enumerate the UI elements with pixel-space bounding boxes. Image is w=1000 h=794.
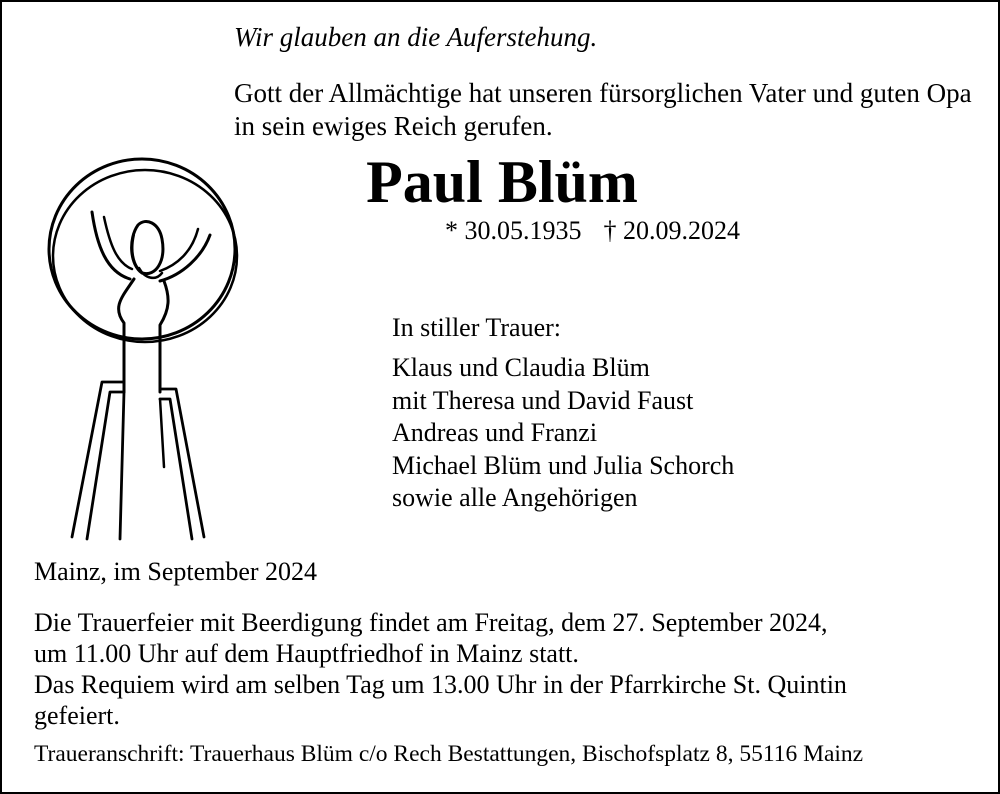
death-date: † 20.09.2024	[603, 216, 740, 245]
service-line: Das Requiem wird am selben Tag um 13.00 Uhr in der Pfarrkirche St. Quintin	[34, 670, 847, 699]
mourners-heading: In stiller Trauer:	[392, 313, 561, 342]
mourner-line: Klaus und Claudia Blüm	[392, 353, 650, 382]
life-dates	[445, 218, 740, 244]
mourner-line: sowie alle Angehörigen	[392, 483, 638, 512]
service-line: Die Trauerfeier mit Beerdigung findet am Freitag, dem 27. September 2024,	[34, 608, 828, 637]
intro-text: Gott der Allmächtige hat unseren fürsorglichen Vater und guten Opa in sein ewiges Reich gerufen.	[234, 78, 972, 141]
place-date: Mainz, im September 2024	[34, 557, 318, 586]
service-line: um 11.00 Uhr auf dem Hauptfriedhof in Mainz statt.	[34, 639, 579, 668]
mourner-line: Andreas und Franzi	[392, 418, 598, 447]
mourning-address: Traueranschrift: Trauerhaus Blüm c/o Rech Bestattungen, Bischofsplatz 8, 55116 Mainz	[34, 741, 864, 767]
mourner-line: Michael Blüm und Julia Schorch	[392, 450, 735, 480]
service-info	[34, 607, 847, 731]
motto: Wir glauben an die Auferstehung.	[234, 22, 598, 52]
birth-date: * 30.05.1935	[445, 216, 582, 245]
mourners-list	[392, 352, 734, 515]
mourner-line: mit Theresa und David Faust	[392, 385, 694, 415]
resurrection-figure-icon	[42, 157, 252, 547]
deceased-name: Paul Blüm	[366, 149, 638, 215]
service-line: gefeiert.	[34, 701, 120, 730]
